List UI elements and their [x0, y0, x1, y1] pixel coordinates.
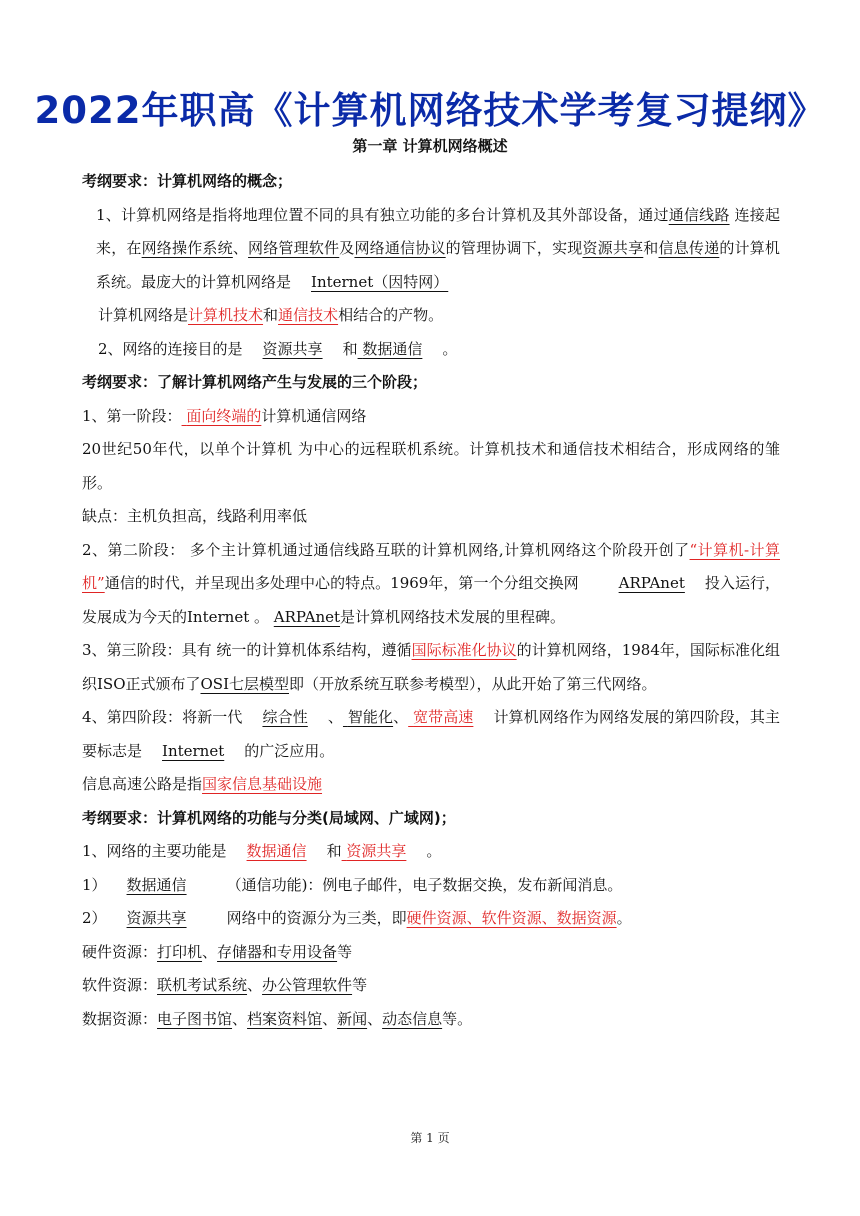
text: 、	[367, 1009, 383, 1028]
blank-answer	[291, 273, 448, 291]
blank-answer	[408, 708, 493, 726]
section-heading-functions: 考纲要求：计算机网络的功能与分类(局域网、广域网)；	[82, 808, 456, 827]
text: 。	[616, 909, 632, 927]
text: ARPAnet	[618, 574, 685, 592]
paragraph-functions	[82, 835, 780, 869]
paragraph-hardware	[82, 936, 780, 970]
text: 2）	[82, 909, 107, 927]
paragraph-purpose	[82, 333, 780, 367]
page-number: 第 1 页	[410, 1131, 450, 1145]
blank-answer	[142, 742, 244, 760]
paragraph-function-2	[82, 902, 780, 936]
text: 数据通信	[126, 875, 187, 894]
blank-answer: 国家信息基础设施	[202, 775, 323, 793]
blank-answer	[107, 909, 227, 927]
blank-answer	[342, 842, 427, 860]
text: 智能化	[347, 708, 394, 726]
paragraph-product	[82, 299, 780, 333]
blank-answer: 国际标准化协议	[411, 641, 517, 659]
blank-answer	[343, 708, 393, 726]
paragraph-info-highway	[82, 768, 780, 802]
text: 、	[232, 1009, 248, 1028]
blank-answer: 联机考试系统	[157, 976, 248, 994]
text: 、	[202, 942, 218, 961]
blank-answer: 资源共享	[582, 239, 644, 257]
text: 计算机网络是	[98, 306, 189, 324]
text: 数据通信	[362, 339, 423, 358]
document-title: 2022年职高《计算机网络技术学考复习提纲》	[34, 89, 826, 132]
text: 计算机网络作为网络发展的第四阶段，其主要标志是	[82, 708, 780, 760]
blank-answer: 动态信息	[382, 1009, 443, 1028]
text: 和	[342, 339, 358, 358]
text: 2、网络的连接目的是	[98, 339, 243, 358]
text: 、	[393, 708, 409, 726]
text: 的计算机网络，1984年，国际标准化组织ISO正式颁布了	[82, 641, 780, 693]
text: 的管理协调下，实现	[445, 239, 583, 257]
paragraph-stage-3	[82, 634, 780, 701]
text: 和	[643, 239, 659, 257]
text: 信息高速公路是指	[82, 775, 203, 793]
text: Internet（因特网）	[311, 272, 449, 291]
text: （通信功能)：例电子邮件，电子数据交换，发布新闻消息。	[226, 875, 623, 894]
blank-answer: 通信线路	[668, 205, 730, 224]
text: 、	[327, 708, 343, 726]
blank-answer	[358, 340, 443, 358]
blank-answer: 新闻	[337, 1009, 368, 1028]
text: 宽带高速	[413, 708, 474, 726]
text: 是计算机网络技术发展的里程碑。	[340, 607, 566, 626]
text: 1）	[82, 875, 107, 894]
document-body	[82, 165, 780, 1036]
blank-answer	[579, 574, 705, 592]
blank-answer: 信息传递	[658, 239, 720, 257]
blank-answer: “计算机-计算机”	[82, 540, 780, 592]
blank-answer	[182, 407, 262, 425]
text: 通信的时代，并呈现出多处理中心的特点。1969年，第一个分组交换网	[104, 574, 579, 592]
blank-answer: 硬件资源、软件资源、数据资源	[406, 909, 617, 927]
text: 硬件资源：	[82, 942, 158, 961]
text: 相结合的产物。	[338, 306, 444, 324]
blank-answer: 电子图书馆	[157, 1009, 233, 1028]
text: 、	[247, 976, 263, 994]
blank-answer	[274, 608, 340, 626]
blank-answer: 网络通信协议	[354, 239, 446, 257]
blank-answer: OSI七层模型	[200, 674, 289, 693]
blank-answer: 打印机	[157, 942, 203, 961]
paragraph-stage-1-drawback: 缺点：主机负担高，线路利用率低	[82, 507, 308, 525]
paragraph-data	[82, 1003, 780, 1037]
text: 连接起来，在	[96, 205, 780, 257]
paragraph-function-1	[82, 869, 780, 903]
blank-answer	[227, 842, 327, 860]
section-heading-stages: 考纲要求：了解计算机网络产生与发展的三个阶段；	[82, 373, 428, 391]
blank-answer: 存储器和专用设备	[217, 942, 338, 961]
paragraph-stage-1	[82, 400, 780, 434]
text: 数据通信	[246, 842, 307, 860]
blank-answer	[243, 340, 343, 358]
text: 2、第二阶段： 多个主计算机通过通信线路互联的计算机网络,计算机网络这个阶段开创了	[82, 540, 690, 559]
text: 等	[352, 976, 368, 994]
text: 3、第三阶段：具有 统一的计算机体系结构，遵循	[82, 641, 412, 659]
chapter-heading: 第一章 计算机网络概述	[352, 137, 508, 155]
text: 和	[263, 306, 279, 324]
blank-answer	[107, 876, 227, 894]
paragraph-stage-1-desc: 20世纪50年代，以单个计算机 为中心的远程联机系统。计算机技术和通信技术相结合，形成网络的雏形。	[82, 440, 780, 492]
paragraph-stage-4	[82, 701, 780, 768]
text: 4、第四阶段：将新一代	[82, 708, 243, 726]
paragraph-stage-2	[82, 534, 780, 635]
text: 1、计算机网络是指将地理位置不同的具有独立功能的多台计算机及其外部设备，通过	[96, 205, 669, 224]
text: 数据资源：	[82, 1009, 158, 1028]
text: 网络中的资源分为三类，即	[226, 909, 407, 927]
text: 。	[426, 842, 442, 860]
text: 即（开放系统互联参考模型），从此开始了第三代网络。	[289, 674, 657, 693]
blank-answer: 通信技术	[278, 306, 339, 324]
text: 投入运行，发展成为今天的Internet 。	[82, 574, 780, 626]
blank-answer: 计算机技术	[188, 306, 264, 324]
text: 资源共享	[262, 339, 323, 358]
text: 的计算机系统。最庞大的计算机网络是	[96, 239, 780, 291]
text: Internet	[162, 741, 225, 760]
text: 及	[339, 239, 355, 257]
text: 1、第一阶段：	[82, 406, 182, 425]
text: 的广泛应用。	[244, 741, 335, 760]
text: 面向终端的	[186, 406, 262, 425]
text: 综合性	[262, 708, 308, 726]
text: 等。	[442, 1009, 473, 1028]
blank-answer: 办公管理软件	[262, 976, 353, 994]
text: 、	[322, 1009, 338, 1028]
text: 计算机通信网络	[261, 406, 367, 425]
text: 资源共享	[346, 842, 407, 860]
paragraph-software	[82, 969, 780, 1003]
text: ARPAnet	[273, 607, 341, 626]
text: 。	[442, 339, 458, 358]
text: 1、网络的主要功能是	[82, 842, 227, 860]
blank-answer	[242, 708, 327, 726]
paragraph-definition	[82, 199, 780, 300]
blank-answer: 网络管理软件	[248, 239, 340, 257]
blank-answer: 网络操作系统	[141, 239, 233, 257]
blank-answer: 档案资料馆	[247, 1009, 323, 1028]
section-heading-concept: 考纲要求：计算机网络的概念；	[82, 172, 293, 190]
text: 和	[326, 842, 342, 860]
text: 软件资源：	[82, 976, 158, 994]
text: 资源共享	[126, 909, 187, 927]
text: 、	[232, 239, 249, 257]
text: 等	[337, 942, 353, 961]
